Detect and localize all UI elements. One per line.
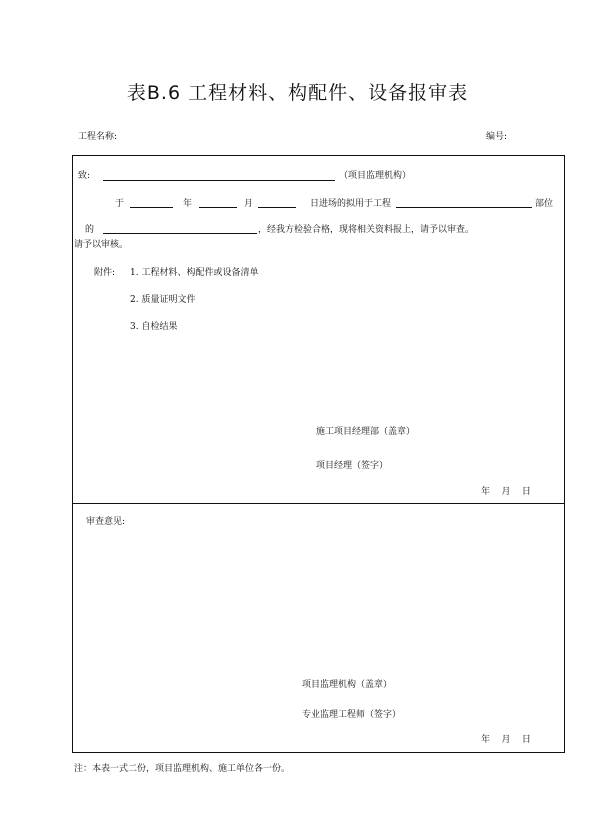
supervisor-org-stamp: 项目监理机构（盖章） (302, 680, 393, 690)
supervising-engineer-signature: 专业监理工程师（签字） (302, 710, 402, 720)
material-field[interactable] (103, 233, 257, 234)
page-title: 表B.6 工程材料、构配件、设备报审表 (126, 82, 469, 104)
attachments-label: 附件: (94, 268, 116, 278)
day-field[interactable] (258, 207, 296, 208)
year-label: 年 (183, 199, 193, 209)
bottom-date: 年 月 日 (481, 735, 531, 745)
of-label: 的 (85, 225, 95, 235)
project-manager-signature: 项目经理（签字） (316, 461, 389, 471)
footnote: 注：本表一式二份，项目监理机构、施工单位各一份。 (74, 764, 291, 774)
serial-number-label: 编号: (486, 132, 508, 142)
please-review-text: 请予以审核。 (74, 240, 129, 250)
year-field[interactable] (130, 207, 173, 208)
inspected-text: ，经我方检验合格，现将相关资料报上，请予以审查。 (258, 225, 475, 235)
part-label: 部位 (535, 199, 554, 209)
attachment-item: 3. 自检结果 (130, 322, 178, 332)
review-opinion-label: 审查意见: (86, 517, 126, 527)
top-date: 年 月 日 (481, 487, 531, 497)
month-field[interactable] (199, 207, 237, 208)
form-frame (72, 155, 565, 753)
section-divider (72, 503, 565, 504)
attachment-item: 2. 质量证明文件 (130, 295, 196, 305)
on-label: 于 (115, 199, 125, 209)
recipient-field[interactable] (103, 180, 335, 181)
month-label: 月 (244, 199, 254, 209)
contractor-dept-stamp: 施工项目经理部（盖章） (316, 427, 416, 437)
project-field[interactable] (396, 207, 532, 208)
attachment-item: 1. 工程材料、构配件或设备清单 (130, 268, 259, 278)
project-name-label: 工程名称: (78, 132, 118, 142)
supervisor-org-suffix: （项目监理机构） (339, 171, 412, 181)
enter-site-text: 日进场的拟用于工程 (310, 199, 392, 209)
to-label: 致: (78, 171, 91, 181)
